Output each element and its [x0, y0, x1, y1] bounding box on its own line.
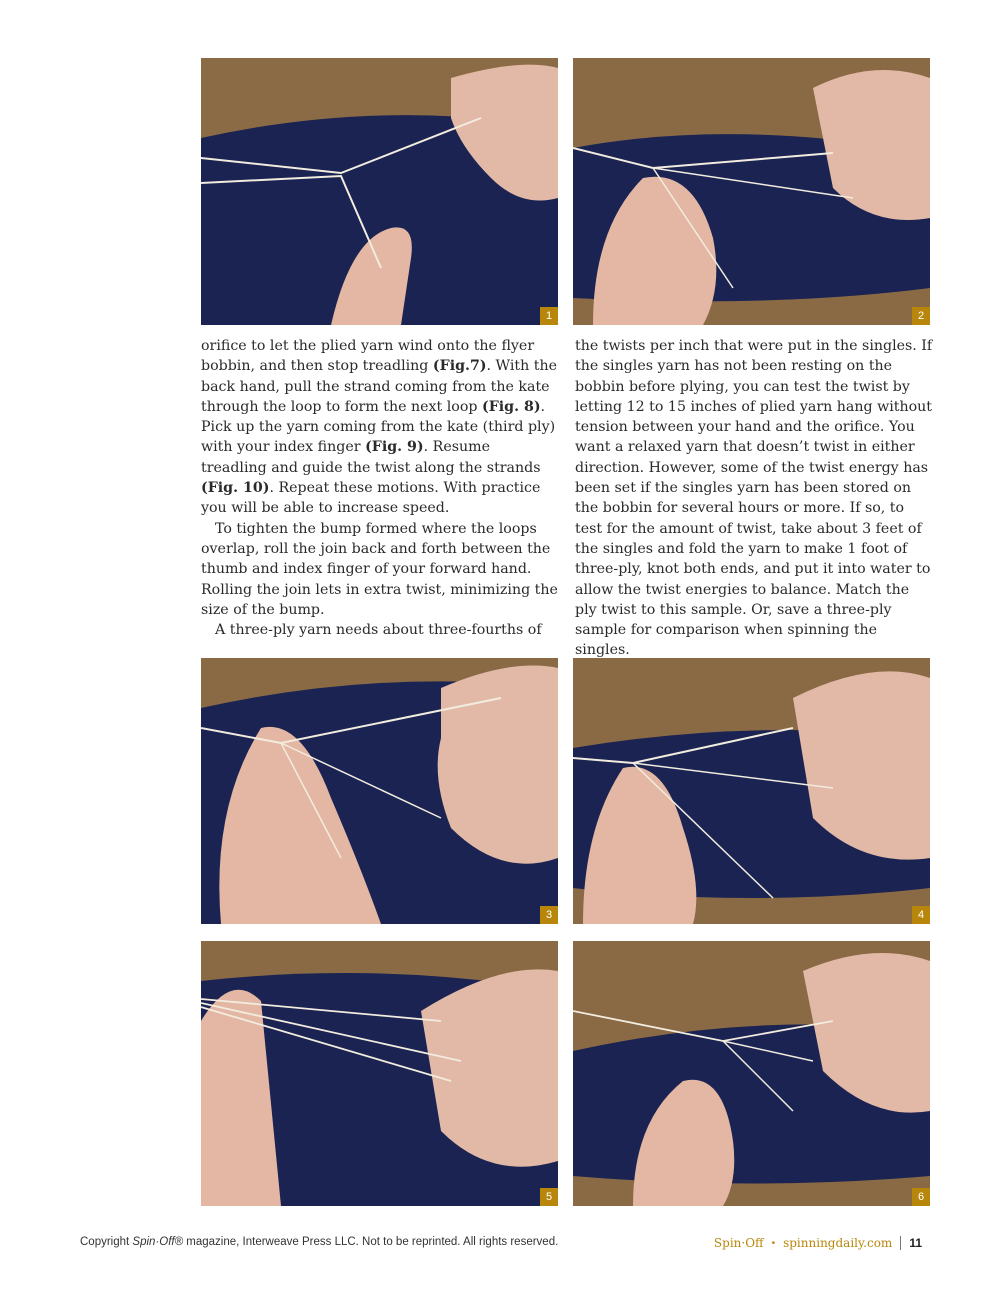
figure-3-photo — [201, 658, 558, 924]
bullet-icon: • — [771, 1237, 776, 1249]
paragraph: A three-ply yarn needs about three-fourths of — [215, 622, 542, 639]
figure-number-badge: 4 — [912, 906, 930, 924]
hands-yarn-image — [573, 58, 930, 325]
figure-number-badge: 6 — [912, 1188, 930, 1206]
copyright-notice: Copyright Spin·Off® magazine, Interweave Press LLC. Not to be reprinted. All rights reserved. — [80, 1236, 559, 1248]
hands-yarn-image — [201, 58, 558, 325]
text-column-right — [575, 336, 933, 661]
paragraph: orifice to let the plied yarn wind onto the flyer bobbin, and then stop treadling (Fig.7). With the back hand, pull the strand coming from the kate through the loop to form the next loop (Fig. 8). Pick up the yarn coming from the kate (third ply) with your index finger (Fig. 9). Resume treadling and guide the twist along the strands (Fig. 10). Repeat these motions. With practice you will be able to increase speed. — [201, 338, 558, 517]
figure-2-photo — [573, 58, 930, 325]
magazine-name: Spin·Off — [713, 1236, 764, 1250]
website-link[interactable]: spinningdaily.com — [783, 1236, 893, 1250]
text-column-left — [201, 336, 559, 640]
figure-number-badge: 5 — [540, 1188, 558, 1206]
paragraph: the twists per inch that were put in the singles. If the singles yarn has not been resting on the bobbin before plying, you can test the twist by letting 12 to 15 inches of plied yarn hang without tension between your hand and the orifice. You want a relaxed yarn that doesn’t twist in either direction. However, some of the twist energy has been set if the singles yarn has been stored on the bobbin for several hours or more. If so, to test for the amount of twist, take about 3 feet of the singles and fold the yarn to make 1 foot of three-ply, knot both ends, and put it into water to allow the twist energies to balance. Match the ply twist to this sample. Or, save a three-ply sample for comparison when spinning the singles. — [575, 338, 933, 659]
figure-number-badge: 3 — [540, 906, 558, 924]
figure-1-photo — [201, 58, 558, 325]
page-number: 11 — [909, 1236, 922, 1250]
figure-4-photo — [573, 658, 930, 924]
paragraph: To tighten the bump formed where the loops overlap, roll the join back and forth between the thumb and index finger of your forward hand. Rolling the join lets in extra twist, minimizing the size of the bump. — [201, 520, 558, 618]
hands-yarn-image — [573, 658, 930, 924]
figure-number-badge: 1 — [540, 307, 558, 325]
figure-6-photo — [573, 941, 930, 1206]
hands-yarn-image — [573, 941, 930, 1206]
divider — [900, 1236, 901, 1250]
hands-yarn-image — [201, 658, 558, 924]
footer-right — [714, 1236, 922, 1250]
hands-yarn-image — [201, 941, 558, 1206]
figure-5-photo — [201, 941, 558, 1206]
figure-number-badge: 2 — [912, 307, 930, 325]
